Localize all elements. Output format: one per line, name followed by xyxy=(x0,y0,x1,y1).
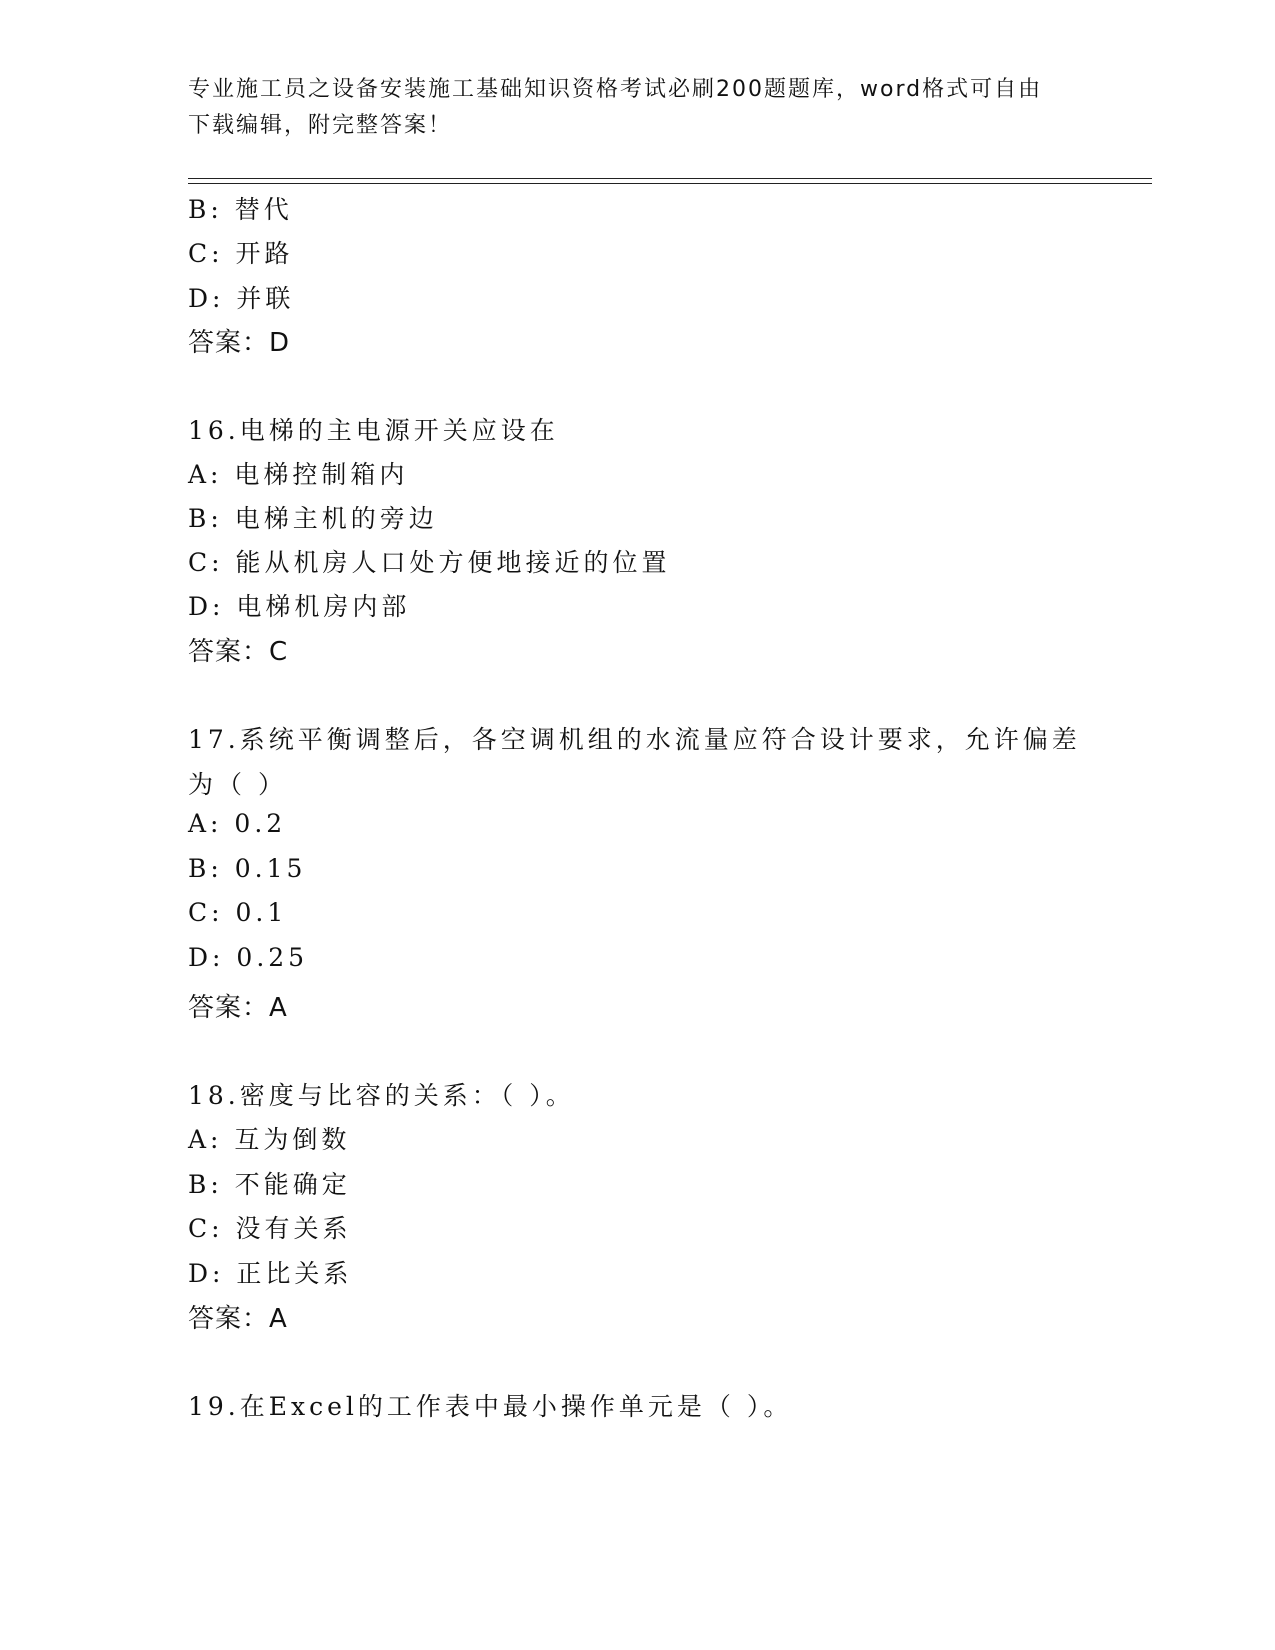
option-b: B: 不能确定 xyxy=(188,1170,351,1199)
option-d: D: 并联 xyxy=(188,284,295,313)
header-divider-bottom xyxy=(188,183,1152,184)
answer-line: 答案：D xyxy=(188,328,291,358)
question-18: 18.密度与比容的关系：（ ）。 xyxy=(188,1081,575,1110)
option-b: B: 0.15 xyxy=(188,854,307,883)
option-d: D: 正比关系 xyxy=(188,1259,353,1288)
header-line-2: 下载编辑，附完整答案！ xyxy=(188,113,453,138)
answer-line: 答案：A xyxy=(188,1304,288,1334)
answer-line: 答案：C xyxy=(188,637,289,667)
option-a: A: 0.2 xyxy=(188,809,287,838)
option-b: B: 电梯主机的旁边 xyxy=(188,504,438,533)
option-a: A: 互为倒数 xyxy=(188,1125,351,1154)
option-d: D: 0.25 xyxy=(188,943,309,972)
question-16: 16.电梯的主电源开关应设在 xyxy=(188,416,559,445)
answer-line: 答案：A xyxy=(188,993,288,1023)
header-divider-top xyxy=(188,178,1152,179)
question-19: 19.在Excel的工作表中最小操作单元是（ ）。 xyxy=(188,1392,793,1421)
option-b: B: 替代 xyxy=(188,195,293,224)
option-a: A: 电梯控制箱内 xyxy=(188,460,409,489)
option-c: C: 能从机房人口处方便地接近的位置 xyxy=(188,548,671,577)
question-17-line-2: 为（ ） xyxy=(188,770,287,799)
option-c: C: 开路 xyxy=(188,239,294,268)
document-header xyxy=(188,72,1068,144)
header-line-1: 专业施工员之设备安装施工基础知识资格考试必刷200题题库，word格式可自由 xyxy=(188,77,1043,102)
option-c: C: 0.1 xyxy=(188,898,288,927)
question-17-line-1: 17.系统平衡调整后，各空调机组的水流量应符合设计要求，允许偏差 xyxy=(188,725,1081,754)
option-c: C: 没有关系 xyxy=(188,1214,352,1243)
option-d: D: 电梯机房内部 xyxy=(188,592,411,621)
